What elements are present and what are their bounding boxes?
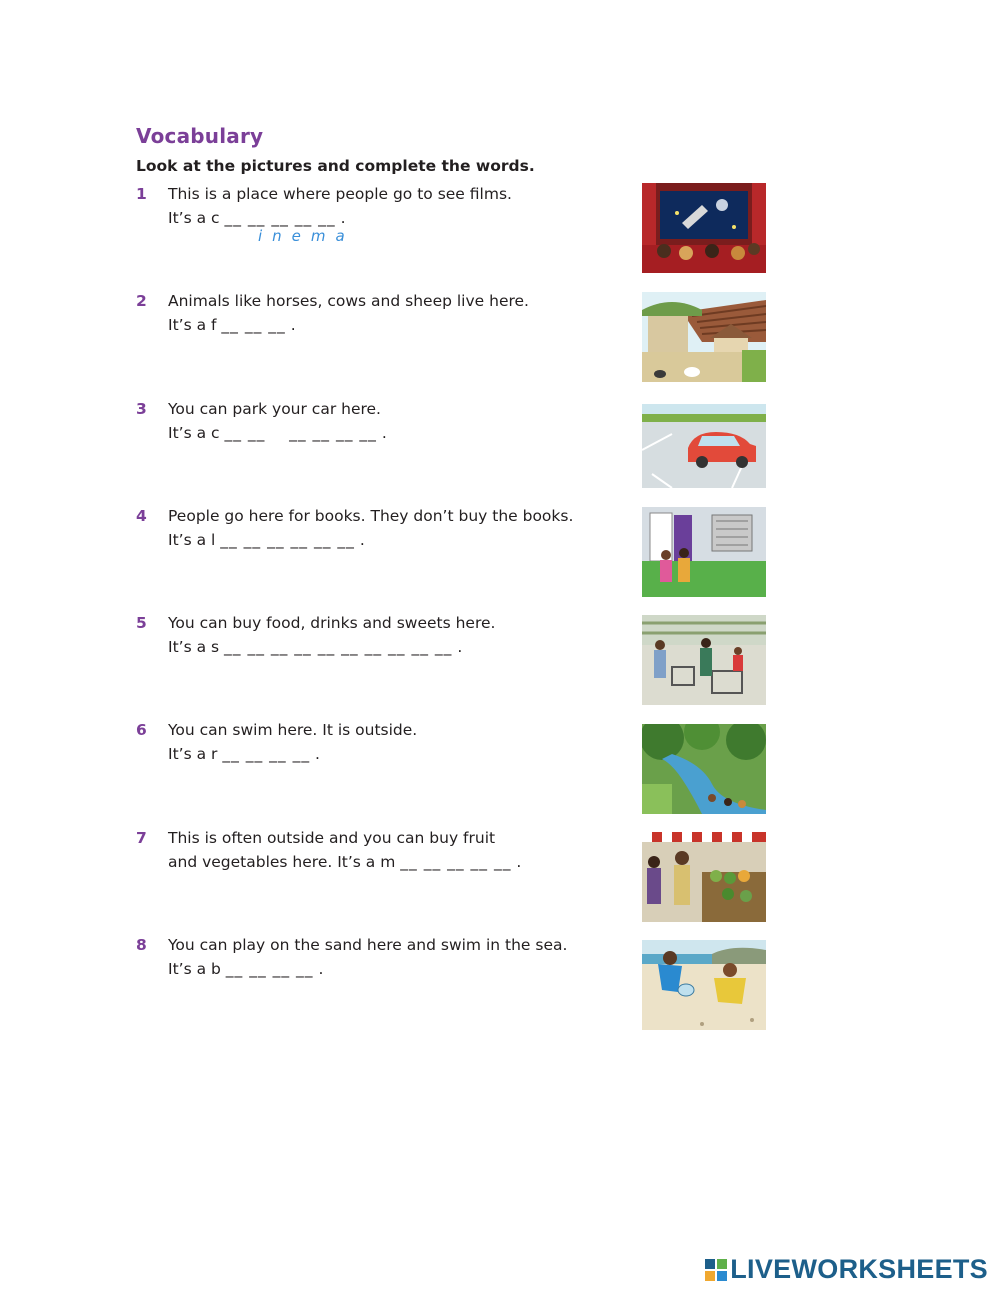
answer-blanks[interactable]: __ __ __ <box>221 316 286 334</box>
item-number: 1 <box>136 185 147 203</box>
item-number: 3 <box>136 400 147 418</box>
answer-blanks[interactable]: __ __ __ __ __ <box>224 209 336 227</box>
answer-blanks[interactable]: __ __ __ __ <box>222 745 311 763</box>
farm-picture <box>642 292 766 382</box>
answer-suffix: . <box>318 960 324 978</box>
library-picture <box>642 507 766 597</box>
filled-answer[interactable]: inema <box>258 227 355 245</box>
market-picture <box>642 832 766 922</box>
item-answer-line <box>168 745 320 763</box>
answer-suffix: . <box>359 531 365 549</box>
item-question: People go here for books. They don’t buy the books. <box>168 507 574 525</box>
item-question: You can park your car here. <box>168 400 381 418</box>
answer-prefix: It’s a s <box>168 638 220 656</box>
instruction: Look at the pictures and complete the words. <box>136 157 535 175</box>
item-answer-line <box>168 960 323 978</box>
answer-suffix: . <box>516 853 522 871</box>
item-answer-line <box>168 209 355 245</box>
item-answer-line <box>168 316 296 334</box>
answer-suffix: . <box>340 209 346 227</box>
answer-suffix: . <box>381 424 387 442</box>
answer-prefix: It’s a b <box>168 960 221 978</box>
answer-blanks[interactable]: __ __ __ __ __ <box>400 853 512 871</box>
item-number: 6 <box>136 721 147 739</box>
item-answer-line <box>168 531 365 549</box>
brand-name: LIVEWORKSHEETS <box>730 1254 988 1284</box>
brand-footer <box>705 1254 988 1285</box>
item-question: This is a place where people go to see films. <box>168 185 512 203</box>
answer-prefix: It’s a l <box>168 531 216 549</box>
item-answer-line <box>168 853 521 871</box>
river-picture <box>642 724 766 814</box>
item-question: You can buy food, drinks and sweets here. <box>168 614 496 632</box>
item-question: Animals like horses, cows and sheep live here. <box>168 292 529 310</box>
item-question: You can play on the sand here and swim in the sea. <box>168 936 568 954</box>
item-answer-line <box>168 638 462 656</box>
supermarket-picture <box>642 615 766 705</box>
item-answer-line <box>168 424 387 442</box>
answer-prefix: It’s a f <box>168 316 217 334</box>
liveworksheets-logo-icon <box>705 1259 727 1281</box>
answer-blanks[interactable]: __ __ __ __ __ __ <box>220 531 355 549</box>
answer-prefix: It’s a c <box>168 209 220 227</box>
answer-blanks[interactable]: __ __ __ __ <box>225 960 314 978</box>
section-title: Vocabulary <box>136 124 264 148</box>
item-question: This is often outside and you can buy fruit <box>168 829 496 847</box>
item-number: 2 <box>136 292 147 310</box>
answer-blanks[interactable]: __ __ __ __ __ __ __ __ __ __ <box>224 638 453 656</box>
item-number: 8 <box>136 936 147 954</box>
answer-prefix: It’s a c <box>168 424 220 442</box>
item-number: 4 <box>136 507 147 525</box>
cinema-picture <box>642 183 766 273</box>
item-number: 5 <box>136 614 147 632</box>
answer-blanks[interactable]: __ __ __ __ __ __ <box>224 424 377 442</box>
car-park-picture <box>642 404 766 488</box>
answer-prefix: It’s a r <box>168 745 218 763</box>
answer-suffix: . <box>315 745 320 763</box>
item-number: 7 <box>136 829 147 847</box>
answer-suffix: . <box>290 316 296 334</box>
beach-picture <box>642 940 766 1030</box>
answer-prefix: and vegetables here. It’s a m <box>168 853 396 871</box>
item-question: You can swim here. It is outside. <box>168 721 418 739</box>
answer-suffix: . <box>457 638 463 656</box>
